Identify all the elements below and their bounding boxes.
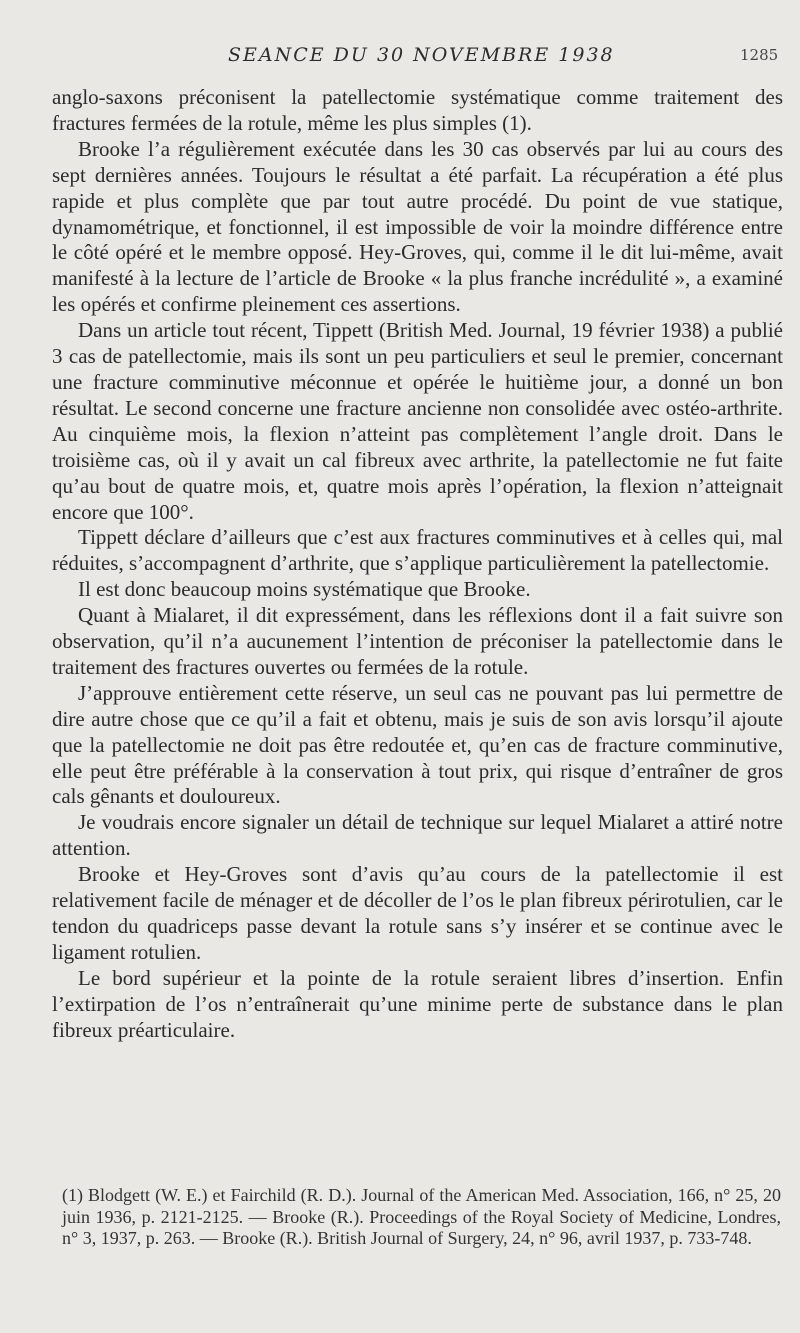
paragraph: Dans un article tout récent, Tippett (British Med. Journal, 19 février 1938) a publié 3 cas de patellectomie, mais ils sont un peu particuliers et seul le premier, concernant une fracture comminutive méconnue et opérée le huitième jour, a donné un bon résultat. Le second concerne une fracture ancienne non consolidée avec ostéo-arthrite. Au cinquième mois, la flexion n’atteint pas complètement l’angle droit. Dans le troisième cas, où il y avait un cal fibreux avec arthrite, la patellectomie ne fut faite qu’au bout de quatre mois, et, quatre mois après l’opération, la flexion n’atteignait encore que 100°. xyxy=(52,318,783,524)
paragraph: Je voudrais encore signaler un détail de technique sur lequel Mialaret a attiré notre attention. xyxy=(52,810,783,861)
paragraph: anglo-saxons préconisent la patellectomie systématique comme traitement des fractures fermées de la rotule, même les plus simples (1). xyxy=(52,85,783,135)
paragraph: Il est donc beaucoup moins systématique que Brooke. xyxy=(78,577,531,602)
page-header xyxy=(0,44,800,74)
paragraph: Brooke et Hey-Groves sont d’avis qu’au cours de la patellectomie il est relativement facile de ménager et de décoller de l’os le plan fibreux périrotulien, car le tendon du quadriceps passe devant la rotule sans s’y insérer et se continue avec le ligament rotulien. xyxy=(52,862,783,964)
paragraph: Le bord supérieur et la pointe de la rotule seraient libres d’insertion. Enfin l’extirpation de l’os n’entraînerait qu’une minime perte de substance dans le plan fibreux préarticulaire. xyxy=(52,965,783,1042)
footnote: (1) Blodgett (W. E.) et Fairchild (R. D.). Journal of the American Med. Association, 166, n° 25, 20 juin 1936, p. 2121-2125. — Brooke (R.). Proceedings of the Royal Society of Medicine, Londres, n° 3, 1937, p. 263. — Brooke (R.). British Journal of Surgery, 24, n° 96, avril 1937, p. 733-748. xyxy=(62,1185,781,1248)
body-text xyxy=(52,85,783,1044)
paragraph: J’approuve entièrement cette réserve, un seul cas ne pouvant pas lui permettre de dire autre chose que ce qu’il a fait et obtenu, mais je suis de son avis lorsqu’il ajoute que la patellectomie ne doit pas être redoutée et, qu’en cas de fracture comminutive, elle peut être préférable à la conservation à tout prix, qui risque d’entraîner de gros cals gênants et douloureux. xyxy=(52,680,783,809)
page-number: 1285 xyxy=(740,46,779,64)
running-title: SEANCE DU 30 NOVEMBRE 1938 xyxy=(228,44,615,66)
footnotes xyxy=(62,1185,781,1250)
paragraph: Quant à Mialaret, il dit expressément, dans les réflexions dont il a fait suivre son observation, qu’il n’a aucunement l’intention de préconiser la patellectomie dans le traitement des fractures ouvertes ou fermées de la rotule. xyxy=(52,603,783,679)
paragraph: Tippett déclare d’ailleurs que c’est aux fractures comminutives et à celles qui, mal réduites, s’accompagnent d’arthrite, que s’applique particulièrement la patellectomie. xyxy=(52,525,783,576)
paragraph: Brooke l’a régulièrement exécutée dans les 30 cas observés par lui au cours des sept dernières années. Toujours le résultat a été parfait. La récupération a été plus rapide et plus complète que par tout autre procédé. Du point de vue statique, dynamométrique, et fonctionnel, il est impossible de voir la moindre différence entre le côté opéré et le membre opposé. Hey-Groves, qui, comme il le dit lui-même, avait manifesté à la lecture de l’article de Brooke « la plus franche incrédulité », a examiné les opérés et confirme pleinement ces assertions. xyxy=(52,136,783,317)
